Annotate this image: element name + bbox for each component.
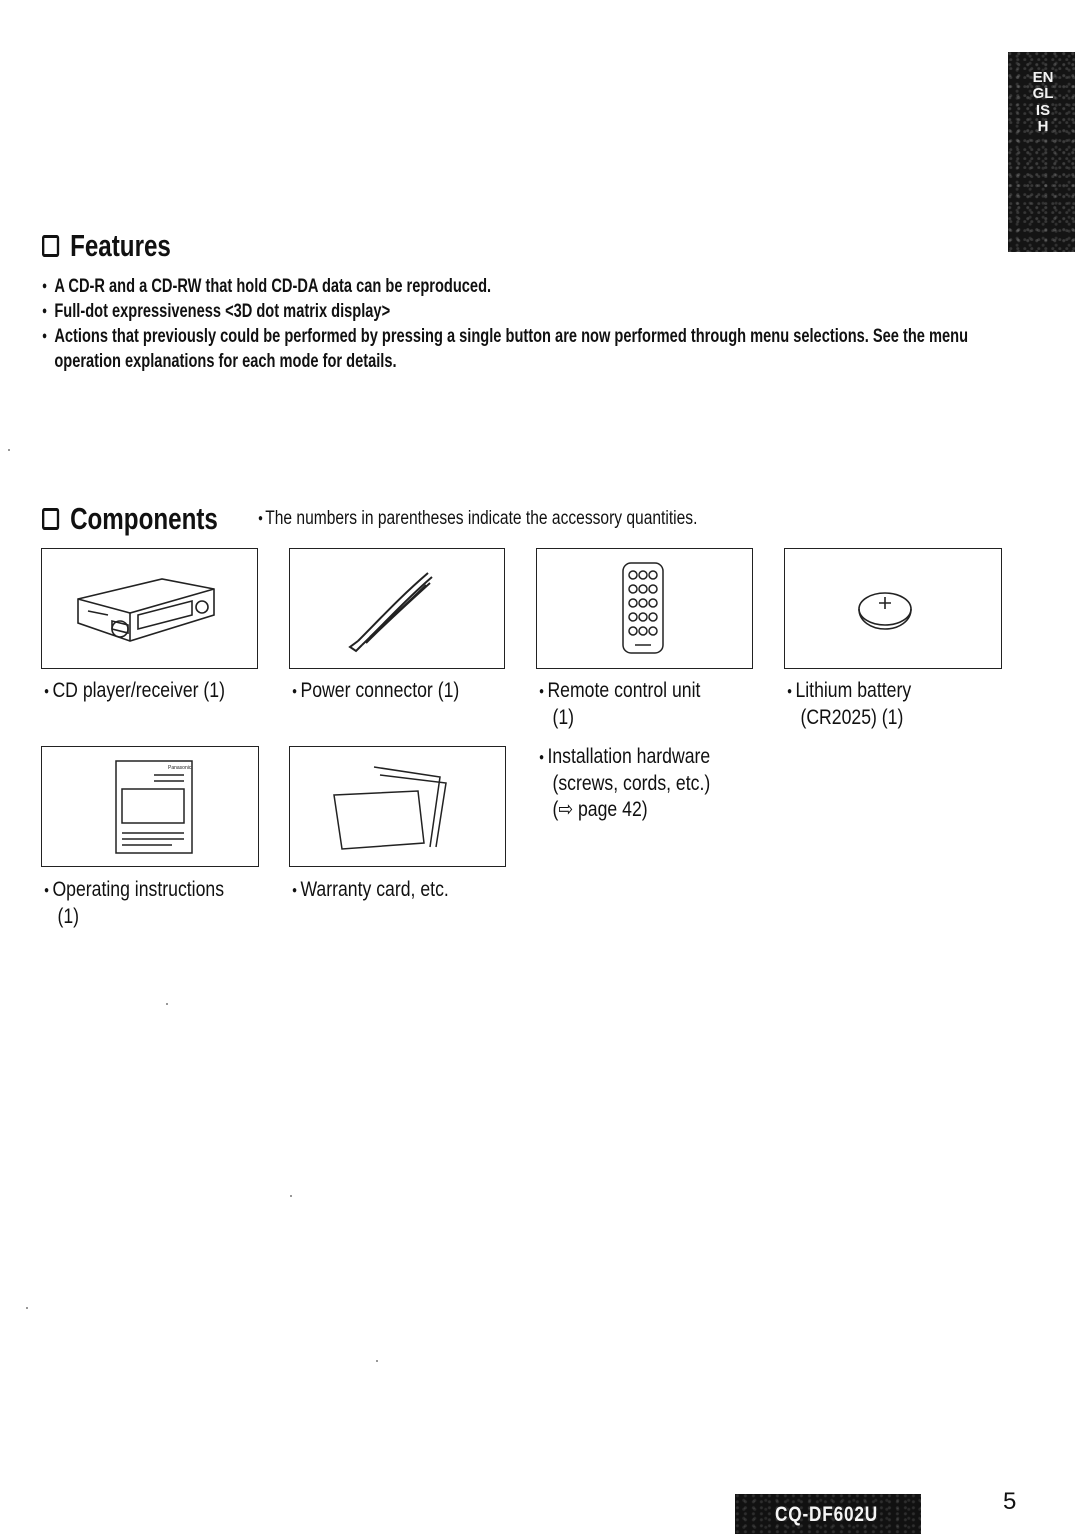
caption-hardware: ● Installation hardware (screws, cords, etc.) (⇨ page 42) bbox=[539, 745, 711, 821]
caption-warranty: ● Warranty card, etc. bbox=[292, 878, 449, 901]
warranty-card-image bbox=[289, 746, 506, 867]
power-connector-image bbox=[289, 548, 505, 669]
manual-label: Operating instructions bbox=[52, 878, 225, 901]
components-heading bbox=[42, 501, 218, 537]
features-list bbox=[42, 274, 997, 374]
manual-brand: Panasonic bbox=[168, 765, 192, 771]
hardware-label: Installation hardware bbox=[547, 745, 711, 768]
hardware-page-ref: (⇨ page 42) bbox=[552, 798, 648, 821]
hardware-detail: (screws, cords, etc.) bbox=[552, 772, 711, 795]
section-square-icon bbox=[42, 508, 59, 530]
operating-instructions-image bbox=[41, 746, 259, 867]
caption-battery: ● Lithium battery (CR2025) (1) bbox=[787, 679, 912, 729]
components-title: Components bbox=[70, 501, 218, 536]
manual-illustration bbox=[42, 747, 257, 865]
caption-power-connector: ● Power connector (1) bbox=[292, 679, 460, 702]
remote-control-illustration bbox=[537, 549, 751, 667]
feature-item: ● A CD-R and a CD-RW that hold CD-DA data can be reproduced. bbox=[42, 274, 997, 299]
scan-speck bbox=[376, 1360, 378, 1362]
battery-label: Lithium battery bbox=[795, 679, 912, 702]
features-heading bbox=[42, 228, 171, 264]
cd-player-image bbox=[41, 548, 258, 669]
power-connector-label: Power connector (1) bbox=[300, 679, 460, 702]
battery-quantity: (CR2025) (1) bbox=[800, 706, 904, 729]
remote-quantity: (1) bbox=[552, 706, 575, 729]
scan-speck bbox=[8, 449, 10, 451]
features-title: Features bbox=[70, 228, 171, 263]
battery-illustration bbox=[785, 549, 1000, 667]
remote-label: Remote control unit bbox=[547, 679, 701, 702]
model-number: CQ-DF602U bbox=[775, 1503, 879, 1526]
cd-player-label: CD player/receiver (1) bbox=[52, 679, 225, 702]
caption-manual: ● Operating instructions (1) bbox=[44, 878, 225, 928]
components-note: ● The numbers in parentheses indicate the accessory quantities. bbox=[258, 508, 697, 530]
power-connector-illustration bbox=[290, 549, 503, 667]
caption-remote: ● Remote control unit (1) bbox=[539, 679, 701, 729]
language-tab-label: ENGLISH bbox=[1032, 69, 1054, 135]
page-number: 5 bbox=[1003, 1488, 1017, 1515]
feature-item: ● Full-dot expressiveness <3D dot matrix display> bbox=[42, 299, 997, 324]
lithium-battery-image bbox=[784, 548, 1002, 669]
scan-speck bbox=[166, 1003, 168, 1005]
manual-quantity: (1) bbox=[57, 905, 80, 928]
feature-item: ● Actions that previously could be performed by pressing a single button are now performed through menu selections. See the menu operation explanations for each mode for details. bbox=[42, 324, 997, 374]
remote-control-image bbox=[536, 548, 753, 669]
warranty-illustration bbox=[290, 747, 504, 865]
caption-cd-player: ● CD player/receiver (1) bbox=[44, 679, 225, 702]
warranty-label: Warranty card, etc. bbox=[300, 878, 449, 901]
cd-player-illustration bbox=[42, 549, 256, 667]
scan-speck bbox=[26, 1307, 28, 1309]
scan-speck bbox=[290, 1195, 292, 1197]
section-square-icon bbox=[42, 235, 59, 257]
